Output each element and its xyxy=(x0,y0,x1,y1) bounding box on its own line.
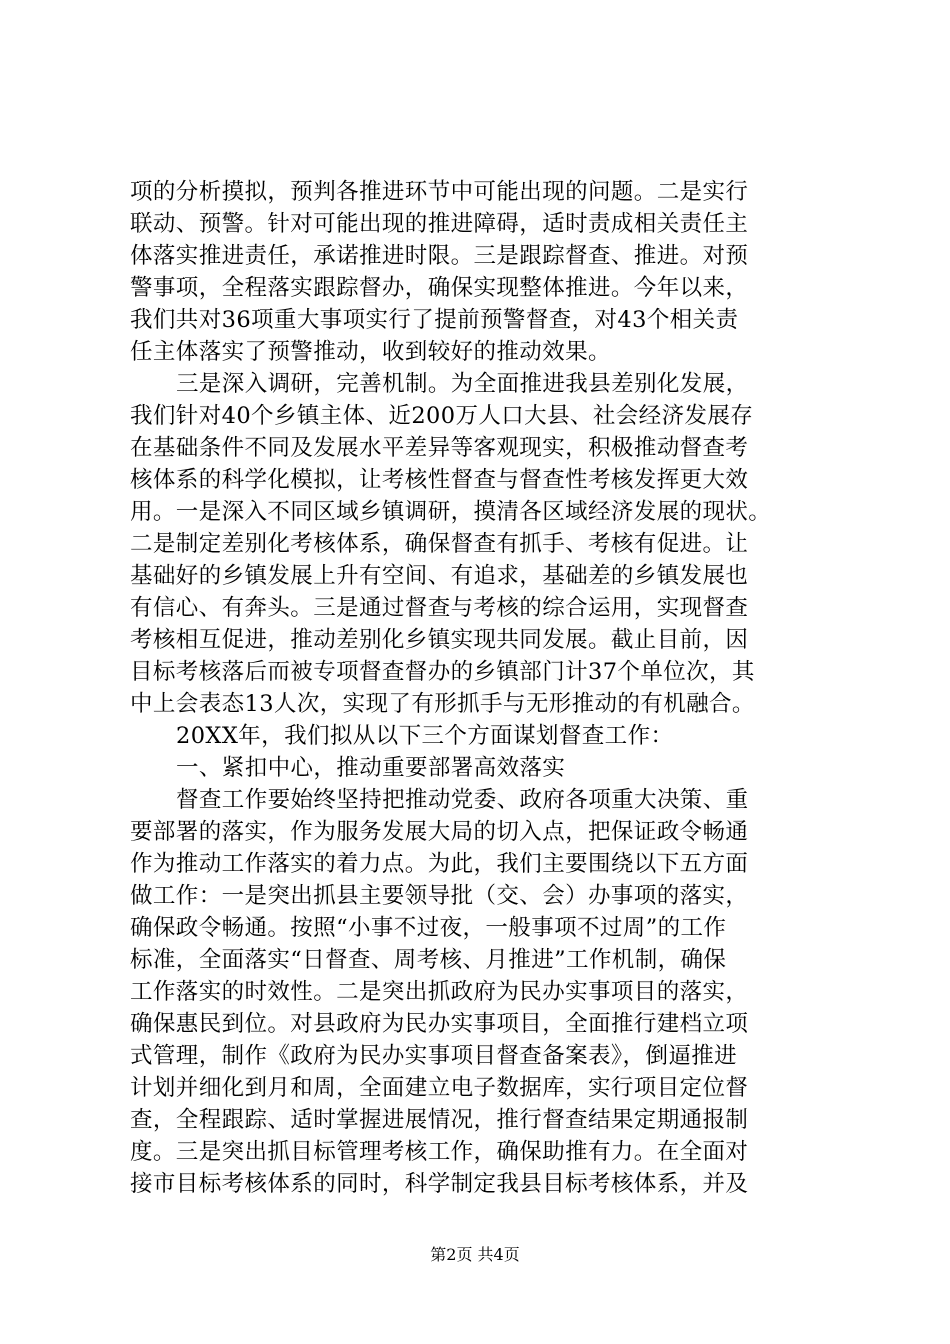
paragraph-start-line: 督查工作要始终坚持把推动党委、政府各项重大决策、重 xyxy=(176,787,749,813)
text-line: 二是制定差别化考核体系，确保督查有抓手、考核有促进。让 xyxy=(130,531,749,557)
text-line: 作为推动工作落实的着力点。为此，我们主要围绕以下五方面 xyxy=(130,851,749,877)
paragraph-start-line: 三是深入调研，完善机制。为全面推进我县差别化发展， xyxy=(176,371,749,397)
text-line: 任主体落实了预警推动，收到较好的推动效果。 xyxy=(130,339,611,365)
paragraph-start-line: 20XX年，我们拟从以下三个方面谋划督查工作： xyxy=(176,723,674,749)
page-footer: 第2页 共4页 xyxy=(430,1245,520,1264)
text-line: 查，全程跟踪、适时掌握进展情况，推行督查结果定期通报制 xyxy=(130,1107,749,1133)
text-line: 在基础条件不同及发展水平差异等客观现实，积极推动督查考 xyxy=(130,435,749,461)
text-line: 基础好的乡镇发展上升有空间、有追求，基础差的乡镇发展也 xyxy=(130,563,749,589)
text-line: 工作落实的时效性。二是突出抓政府为民办实事项目的落实， xyxy=(130,979,749,1005)
body-text-block-1 xyxy=(130,176,830,720)
text-line: 度。三是突出抓目标管理考核工作，确保助推有力。在全面对 xyxy=(130,1139,749,1165)
text-line: 联动、预警。针对可能出现的推进障碍，适时责成相关责任主 xyxy=(130,211,749,237)
text-line: 式管理，制作《政府为民办实事项目督查备案表》，倒逼推进 xyxy=(130,1043,738,1069)
text-line: 我们共对36项重大事项实行了提前预警督查，对43个相关责 xyxy=(130,307,739,333)
text-line: 计划并细化到月和周，全面建立电子数据库，实行项目定位督 xyxy=(130,1075,749,1101)
section-heading: 一、紧扣中心，推动重要部署高效落实 xyxy=(176,755,566,781)
text-line: 做工作：一是突出抓县主要领导批（交、会）办事项的落实， xyxy=(130,883,749,909)
text-line: 体落实推进责任，承诺推进时限。三是跟踪督查、推进。对预 xyxy=(130,243,749,269)
text-line: 标准，全面落实“日督查、周考核、月推进”工作机制，确保 xyxy=(130,947,727,973)
text-line: 核体系的科学化模拟，让考核性督查与督查性考核发挥更大效 xyxy=(130,467,749,493)
text-line: 用。一是深入不同区域乡镇调研，摸清各区域经济发展的现状。 xyxy=(130,499,772,525)
text-line: 确保政令畅通。按照“小事不过夜，一般事项不过周”的工作 xyxy=(130,915,727,941)
text-line: 有信心、有奔头。三是通过督查与考核的综合运用，实现督查 xyxy=(130,595,749,621)
text-line: 中上会表态13人次，实现了有形抓手与无形推动的有机融合。 xyxy=(130,691,755,717)
body-text-block-2 xyxy=(130,720,830,1200)
text-line: 考核相互促进，推动差别化乡镇实现共同发展。截止目前，因 xyxy=(130,627,749,653)
text-line: 我们针对40个乡镇主体、近200万人口大县、社会经济发展存 xyxy=(130,403,754,429)
text-line: 项的分析摸拟，预判各推进环节中可能出现的问题。二是实行 xyxy=(130,179,749,205)
text-line: 确保惠民到位。对县政府为民办实事项目，全面推行建档立项 xyxy=(130,1011,749,1037)
text-line: 目标考核落后而被专项督查督办的乡镇部门计37个单位次，其 xyxy=(130,659,755,685)
text-line: 要部署的落实，作为服务发展大局的切入点，把保证政令畅通 xyxy=(130,819,749,845)
text-line: 警事项，全程落实跟踪督办，确保实现整体推进。今年以来， xyxy=(130,275,749,301)
text-line: 接市目标考核体系的同时，科学制定我县目标考核体系，并及 xyxy=(130,1171,749,1197)
